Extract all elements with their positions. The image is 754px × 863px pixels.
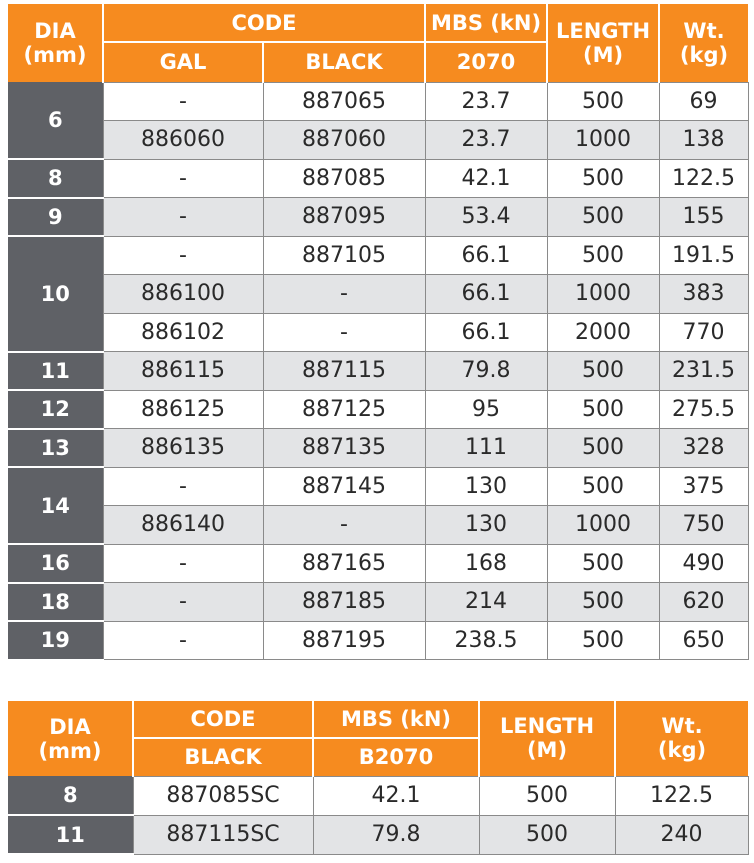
header-dia: DIA (mm) bbox=[8, 4, 103, 82]
table-row bbox=[8, 275, 748, 314]
table-row bbox=[8, 429, 748, 468]
header-code: CODE bbox=[133, 701, 313, 738]
length-cell: 500 bbox=[547, 467, 659, 506]
table-row bbox=[8, 390, 748, 429]
mbs-cell: 214 bbox=[425, 583, 547, 622]
black-cell: 887095 bbox=[263, 198, 425, 237]
table-row bbox=[8, 352, 748, 391]
length-cell: 500 bbox=[547, 544, 659, 583]
black-cell: 887065 bbox=[263, 82, 425, 121]
gal-cell: - bbox=[103, 159, 263, 198]
mbs-cell: 130 bbox=[425, 467, 547, 506]
weight-cell: 383 bbox=[659, 275, 748, 314]
dia-cell: 8 bbox=[8, 776, 133, 815]
header-black: BLACK bbox=[133, 738, 313, 776]
length-cell: 2000 bbox=[547, 313, 659, 352]
table-row bbox=[8, 121, 748, 160]
gal-cell: 886115 bbox=[103, 352, 263, 391]
header-black: BLACK bbox=[263, 42, 425, 82]
dia-cell: 19 bbox=[8, 621, 103, 660]
dia-cell: 16 bbox=[8, 544, 103, 583]
header-gal: GAL bbox=[103, 42, 263, 82]
header-length: LENGTH (M) bbox=[547, 4, 659, 82]
product-table-sc-body bbox=[8, 776, 748, 854]
dia-cell: 12 bbox=[8, 390, 103, 429]
black-cell: - bbox=[263, 313, 425, 352]
black-cell: 887105 bbox=[263, 236, 425, 275]
gal-cell: 886125 bbox=[103, 390, 263, 429]
dia-cell: 11 bbox=[8, 815, 133, 854]
table-row bbox=[8, 82, 748, 121]
length-cell: 1000 bbox=[547, 121, 659, 160]
weight-cell: 770 bbox=[659, 313, 748, 352]
gal-cell: 886102 bbox=[103, 313, 263, 352]
product-table-main bbox=[8, 4, 749, 661]
gal-cell: - bbox=[103, 82, 263, 121]
length-cell: 500 bbox=[547, 82, 659, 121]
mbs-cell: 95 bbox=[425, 390, 547, 429]
header-mbs: MBS (kN) bbox=[313, 701, 479, 738]
header-mbs-grade: B2070 bbox=[313, 738, 479, 776]
weight-cell: 240 bbox=[615, 815, 748, 854]
black-cell: 887165 bbox=[263, 544, 425, 583]
black-cell: 887085 bbox=[263, 159, 425, 198]
weight-cell: 122.5 bbox=[615, 776, 748, 815]
mbs-cell: 23.7 bbox=[425, 121, 547, 160]
table-row bbox=[8, 583, 748, 622]
dia-cell: 13 bbox=[8, 429, 103, 468]
table-row bbox=[8, 236, 748, 275]
table-row bbox=[8, 159, 748, 198]
mbs-cell: 66.1 bbox=[425, 236, 547, 275]
mbs-cell: 168 bbox=[425, 544, 547, 583]
product-table-body bbox=[8, 82, 748, 660]
length-cell: 500 bbox=[547, 390, 659, 429]
weight-cell: 275.5 bbox=[659, 390, 748, 429]
black-cell: 887145 bbox=[263, 467, 425, 506]
gal-cell: - bbox=[103, 467, 263, 506]
mbs-cell: 42.1 bbox=[425, 159, 547, 198]
mbs-cell: 53.4 bbox=[425, 198, 547, 237]
black-cell: - bbox=[263, 275, 425, 314]
dia-cell: 11 bbox=[8, 352, 103, 391]
mbs-cell: 130 bbox=[425, 506, 547, 545]
mbs-cell: 66.1 bbox=[425, 313, 547, 352]
weight-cell: 122.5 bbox=[659, 159, 748, 198]
gal-cell: 886140 bbox=[103, 506, 263, 545]
weight-cell: 650 bbox=[659, 621, 748, 660]
length-cell: 500 bbox=[547, 159, 659, 198]
length-cell: 500 bbox=[547, 429, 659, 468]
gal-cell: 886135 bbox=[103, 429, 263, 468]
gal-cell: - bbox=[103, 621, 263, 660]
mbs-cell: 42.1 bbox=[313, 776, 479, 815]
mbs-cell: 66.1 bbox=[425, 275, 547, 314]
gal-cell: - bbox=[103, 583, 263, 622]
table-row bbox=[8, 815, 748, 854]
length-cell: 500 bbox=[547, 583, 659, 622]
black-cell: 887135 bbox=[263, 429, 425, 468]
gal-cell: - bbox=[103, 544, 263, 583]
mbs-cell: 79.8 bbox=[425, 352, 547, 391]
gal-cell: - bbox=[103, 198, 263, 237]
gal-cell: - bbox=[103, 236, 263, 275]
table-row bbox=[8, 467, 748, 506]
weight-cell: 191.5 bbox=[659, 236, 748, 275]
black-cell: - bbox=[263, 506, 425, 545]
weight-cell: 375 bbox=[659, 467, 748, 506]
black-cell: 887185 bbox=[263, 583, 425, 622]
table-row bbox=[8, 198, 748, 237]
gal-cell: 886100 bbox=[103, 275, 263, 314]
mbs-cell: 23.7 bbox=[425, 82, 547, 121]
mbs-cell: 111 bbox=[425, 429, 547, 468]
header-mbs-grade: 2070 bbox=[425, 42, 547, 82]
black-cell: 887125 bbox=[263, 390, 425, 429]
mbs-cell: 79.8 bbox=[313, 815, 479, 854]
black-cell: 887085SC bbox=[133, 776, 313, 815]
header-mbs: MBS (kN) bbox=[425, 4, 547, 42]
weight-cell: 490 bbox=[659, 544, 748, 583]
length-cell: 1000 bbox=[547, 506, 659, 545]
dia-cell: 9 bbox=[8, 198, 103, 237]
black-cell: 887115SC bbox=[133, 815, 313, 854]
table-row bbox=[8, 544, 748, 583]
weight-cell: 69 bbox=[659, 82, 748, 121]
black-cell: 887195 bbox=[263, 621, 425, 660]
table-row bbox=[8, 776, 748, 815]
dia-cell: 8 bbox=[8, 159, 103, 198]
dia-cell: 6 bbox=[8, 82, 103, 159]
weight-cell: 620 bbox=[659, 583, 748, 622]
gal-cell: 886060 bbox=[103, 121, 263, 160]
header-weight: Wt. (kg) bbox=[659, 4, 748, 82]
black-cell: 887060 bbox=[263, 121, 425, 160]
length-cell: 500 bbox=[547, 352, 659, 391]
length-cell: 500 bbox=[479, 776, 615, 815]
mbs-cell: 238.5 bbox=[425, 621, 547, 660]
dia-cell: 10 bbox=[8, 236, 103, 352]
weight-cell: 750 bbox=[659, 506, 748, 545]
table-row bbox=[8, 621, 748, 660]
dia-cell: 18 bbox=[8, 583, 103, 622]
weight-cell: 138 bbox=[659, 121, 748, 160]
header-weight: Wt. (kg) bbox=[615, 701, 748, 776]
length-cell: 500 bbox=[547, 236, 659, 275]
black-cell: 887115 bbox=[263, 352, 425, 391]
table-row bbox=[8, 313, 748, 352]
length-cell: 500 bbox=[547, 621, 659, 660]
length-cell: 1000 bbox=[547, 275, 659, 314]
header-code: CODE bbox=[103, 4, 425, 42]
table-row bbox=[8, 506, 748, 545]
length-cell: 500 bbox=[479, 815, 615, 854]
product-table-sc bbox=[8, 701, 749, 855]
weight-cell: 155 bbox=[659, 198, 748, 237]
weight-cell: 328 bbox=[659, 429, 748, 468]
weight-cell: 231.5 bbox=[659, 352, 748, 391]
header-length: LENGTH (M) bbox=[479, 701, 615, 776]
header-dia: DIA (mm) bbox=[8, 701, 133, 776]
dia-cell: 14 bbox=[8, 467, 103, 544]
length-cell: 500 bbox=[547, 198, 659, 237]
